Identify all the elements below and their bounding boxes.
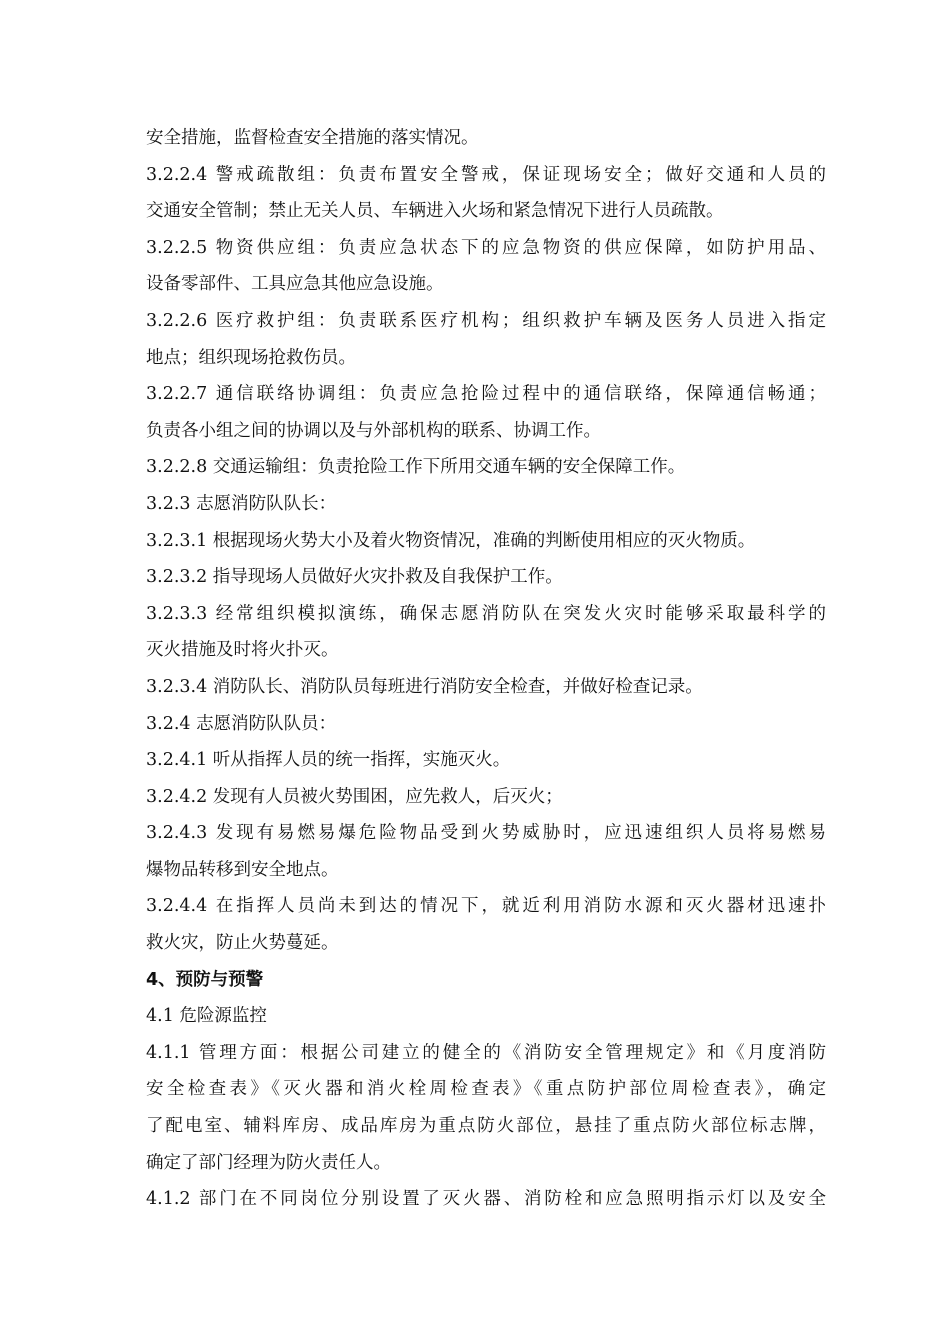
text-line: 3.2.3.4 消防队长、消防队员每班进行消防安全检查，并做好检查记录。 bbox=[146, 676, 703, 697]
text-line: 3.2.4.3 发现有易燃易爆危险物品受到火势威胁时，应迅速组织人员将易燃易 bbox=[146, 823, 826, 844]
section-heading: 4、预防与预警 bbox=[146, 969, 264, 990]
text-line: 安全措施，监督检查安全措施的落实情况。 bbox=[146, 128, 479, 148]
text-line: 3.2.2.6 医疗救护组：负责联系医疗机构；组织救护车辆及医务人员进入指定 bbox=[146, 310, 826, 331]
text-line: 交通安全管制；禁止无关人员、车辆进入火场和紧急情况下进行人员疏散。 bbox=[146, 201, 724, 222]
text-line: 3.2.3 志愿消防队队长： bbox=[146, 493, 337, 514]
text-line: 安全检查表》《灭火器和消火栓周检查表》《重点防护部位周检查表》，确定 bbox=[146, 1079, 826, 1100]
text-line: 3.2.2.8 交通运输组：负责抢险工作下所用交通车辆的安全保障工作。 bbox=[146, 457, 686, 478]
text-line: 4.1.1 管理方面：根据公司建立的健全的《消防安全管理规定》和《月度消防 bbox=[146, 1042, 826, 1063]
text-line: 确定了部门经理为防火责任人。 bbox=[146, 1152, 391, 1173]
text-line: 爆物品转移到安全地点。 bbox=[146, 859, 339, 880]
text-line: 3.2.2.7 通信联络协调组：负责应急抢险过程中的通信联络，保障通信畅通； bbox=[146, 384, 826, 405]
text-line: 地点；组织现场抢救伤员。 bbox=[146, 347, 356, 368]
text-line: 3.2.2.4 警戒疏散组：负责布置安全警戒，保证现场安全；做好交通和人员的 bbox=[146, 164, 826, 185]
text-line: 负责各小组之间的协调以及与外部机构的联系、协调工作。 bbox=[146, 420, 601, 441]
text-line: 救火灾，防止火势蔓延。 bbox=[146, 933, 339, 954]
text-line: 3.2.4.2 发现有人员被火势围困，应先救人，后灭火； bbox=[146, 786, 563, 807]
text-line: 3.2.4.4 在指挥人员尚未到达的情况下，就近利用消防水源和灭火器材迅速扑 bbox=[146, 896, 826, 917]
document-body bbox=[146, 120, 826, 1218]
text-line: 4.1 危险源监控 bbox=[146, 1006, 267, 1027]
text-line: 3.2.4 志愿消防队队员： bbox=[146, 713, 337, 734]
text-line: 4.1.2 部门在不同岗位分别设置了灭火器、消防栓和应急照明指示灯以及安全 bbox=[146, 1189, 826, 1210]
text-line: 3.2.2.5 物资供应组：负责应急状态下的应急物资的供应保障，如防护用品、 bbox=[146, 237, 826, 258]
text-line: 3.2.3.3 经常组织模拟演练，确保志愿消防队在突发火灾时能够采取最科学的 bbox=[146, 603, 826, 624]
text-line: 3.2.3.1 根据现场火势大小及着火物资情况，准确的判断使用相应的灭火物质。 bbox=[146, 530, 756, 551]
text-line: 灭火措施及时将火扑灭。 bbox=[146, 640, 339, 661]
text-line: 设备零部件、工具应急其他应急设施。 bbox=[146, 274, 444, 295]
text-line: 了配电室、辅料库房、成品库房为重点防火部位，悬挂了重点防火部位标志牌， bbox=[146, 1116, 826, 1137]
text-line: 3.2.4.1 听从指挥人员的统一指挥，实施灭火。 bbox=[146, 750, 511, 771]
text-line: 3.2.3.2 指导现场人员做好火灾扑救及自我保护工作。 bbox=[146, 567, 563, 588]
